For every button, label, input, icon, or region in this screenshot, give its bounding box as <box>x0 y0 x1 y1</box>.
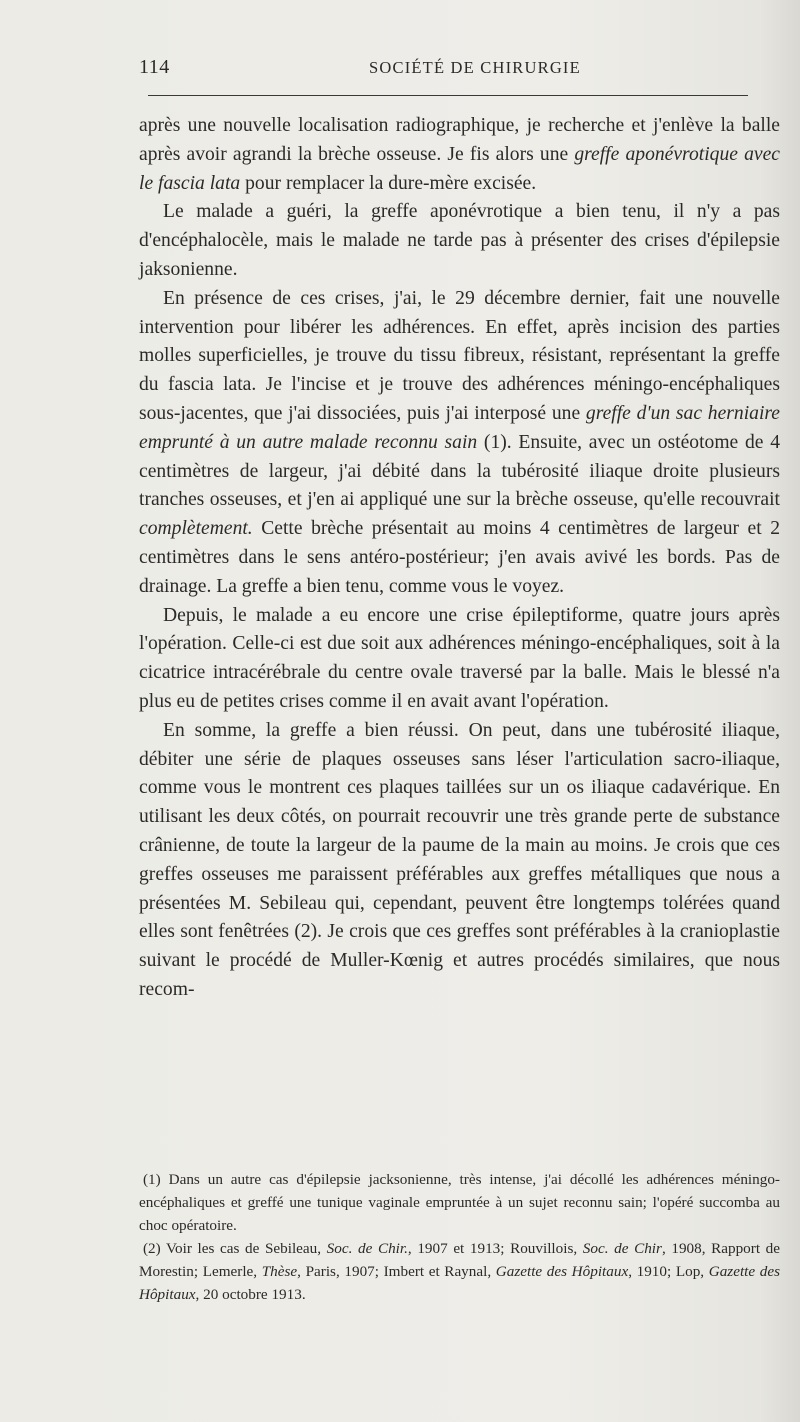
footnote-2-text-a: (2) Voir les cas de Sebileau, <box>143 1240 327 1257</box>
paragraph-3-text-c: (1). Ensuite, avec un ostéotome de 4 centimètres de largeur, j'ai débité dans la tubérosité iliaque droite plusieurs tranches osseuses, et j'en ai appliqué une sur la brèche osseuse, qu'elle recouvrait <box>139 431 780 511</box>
header-rule <box>148 95 748 96</box>
footnote-2-text-e: , 1908, Rapport de Morestin; Lemerle, <box>139 1240 780 1280</box>
footnote-2-italic-h: Gazette des Hôpitaux <box>495 1263 629 1280</box>
footnote-1: (1) Dans un autre cas d'épilepsie jacksonienne, très intense, j'ai décollé les adhérences méningo-encéphaliques et greffé une tunique vaginale empruntée à un sujet reconnu sain; l'opéré succomba au choc opératoire. <box>139 1171 780 1234</box>
footnote-2-text-g: , Paris, 1907; Imbert et Raynal, <box>297 1263 496 1280</box>
paragraph-1 <box>139 112 780 198</box>
paragraph-2: Le malade a guéri, la greffe aponévrotique a bien tenu, il n'y a pas d'encéphalocèle, mais le malade ne tarde pas à présenter des crises d'épilepsie jaksonienne. <box>139 201 780 280</box>
footnote-2-italic-b: Soc. de Chir. <box>326 1240 408 1257</box>
footnote-2-text-k: , 20 octobre 1913. <box>195 1286 306 1303</box>
body-text <box>139 112 780 1005</box>
footnote-2 <box>139 1237 780 1306</box>
paragraph-3-text-a: En présence de ces crises, j'ai, le 29 décembre dernier, fait une nouvelle intervention pour libérer les adhérences. En effet, après incision des parties molles superficielles, je trouve du tissu fibreux, résistant, représentant la greffe du fascia lata. Je l'incise et je trouve des adhérences méningo-encéphaliques sous-jacentes, que j'ai dissociées, puis j'ai interposé une <box>139 287 780 424</box>
running-title: SOCIÉTÉ DE CHIRURGIE <box>369 58 581 77</box>
footnote-2-italic-d: Soc. de Chir <box>582 1240 662 1257</box>
paragraph-3 <box>139 285 780 602</box>
paragraph-3-italic-d: complètement. <box>139 518 253 540</box>
paragraph-5: En somme, la greffe a bien réussi. On peut, dans une tubérosité iliaque, débiter une série de plaques osseuses sans léser l'articulation sacro-iliaque, comme vous le montrent ces plaques taillées sur un os iliaque cadavérique. En utilisant les deux côtés, on pourrait recouvrir une très grande perte de substance crânienne, de toute la largeur de la paume de la main au moins. Je crois que ces greffes osseuses me paraissent préférables aux greffes métalliques que nous a présentées M. Sebileau qui, cependant, peuvent être longtemps tolérées quand elles sont fenêtrées (2). Je crois que ces greffes sont préférables à la cranioplastie suivant le procédé de Muller-Kœnig et autres procédés similaires, que nous recom- <box>139 719 780 1000</box>
paragraph-3-italic-b: greffe d'un sac herniaire emprunté à un autre malade reconnu sain <box>139 402 780 453</box>
footnote-2-italic-j: Gazette des Hôpitaux <box>139 1263 781 1303</box>
footnote-2-text-i: , 1910; Lop, <box>628 1263 709 1280</box>
paragraph-1-text-c: pour remplacer la dure-mère excisée. <box>240 172 537 194</box>
footnote-2-italic-f: Thèse <box>261 1263 298 1280</box>
page-number: 114 <box>139 56 170 78</box>
paragraph-1-text-a: après une nouvelle localisation radiographique, je recherche et j'enlève la balle après avoir agrandi la brèche osseuse. Je fis alors une <box>139 115 780 165</box>
footnote-2-text-c: , 1907 et 1913; Rouvillois, <box>407 1240 583 1257</box>
paragraph-1-italic: greffe aponévrotique avec le fascia lata <box>139 143 780 194</box>
footnotes <box>139 1168 780 1306</box>
page-header <box>139 56 780 80</box>
paragraph-3-text-e: Cette brèche présentait au moins 4 centimètres de largeur et 2 centimètres dans le sens antéro-postérieur; j'en avais avivé les bords. Pas de drainage. La greffe a bien tenu, comme vous le voyez. <box>139 518 780 597</box>
paragraph-4: Depuis, le malade a eu encore une crise épileptiforme, quatre jours après l'opération. Celle-ci est due soit aux adhérences méningo-encéphaliques, soit à la cicatrice intracérébrale du centre ovale traversé par la balle. Mais le blessé n'a plus eu de petites crises comme il en avait avant l'opération. <box>139 604 780 712</box>
